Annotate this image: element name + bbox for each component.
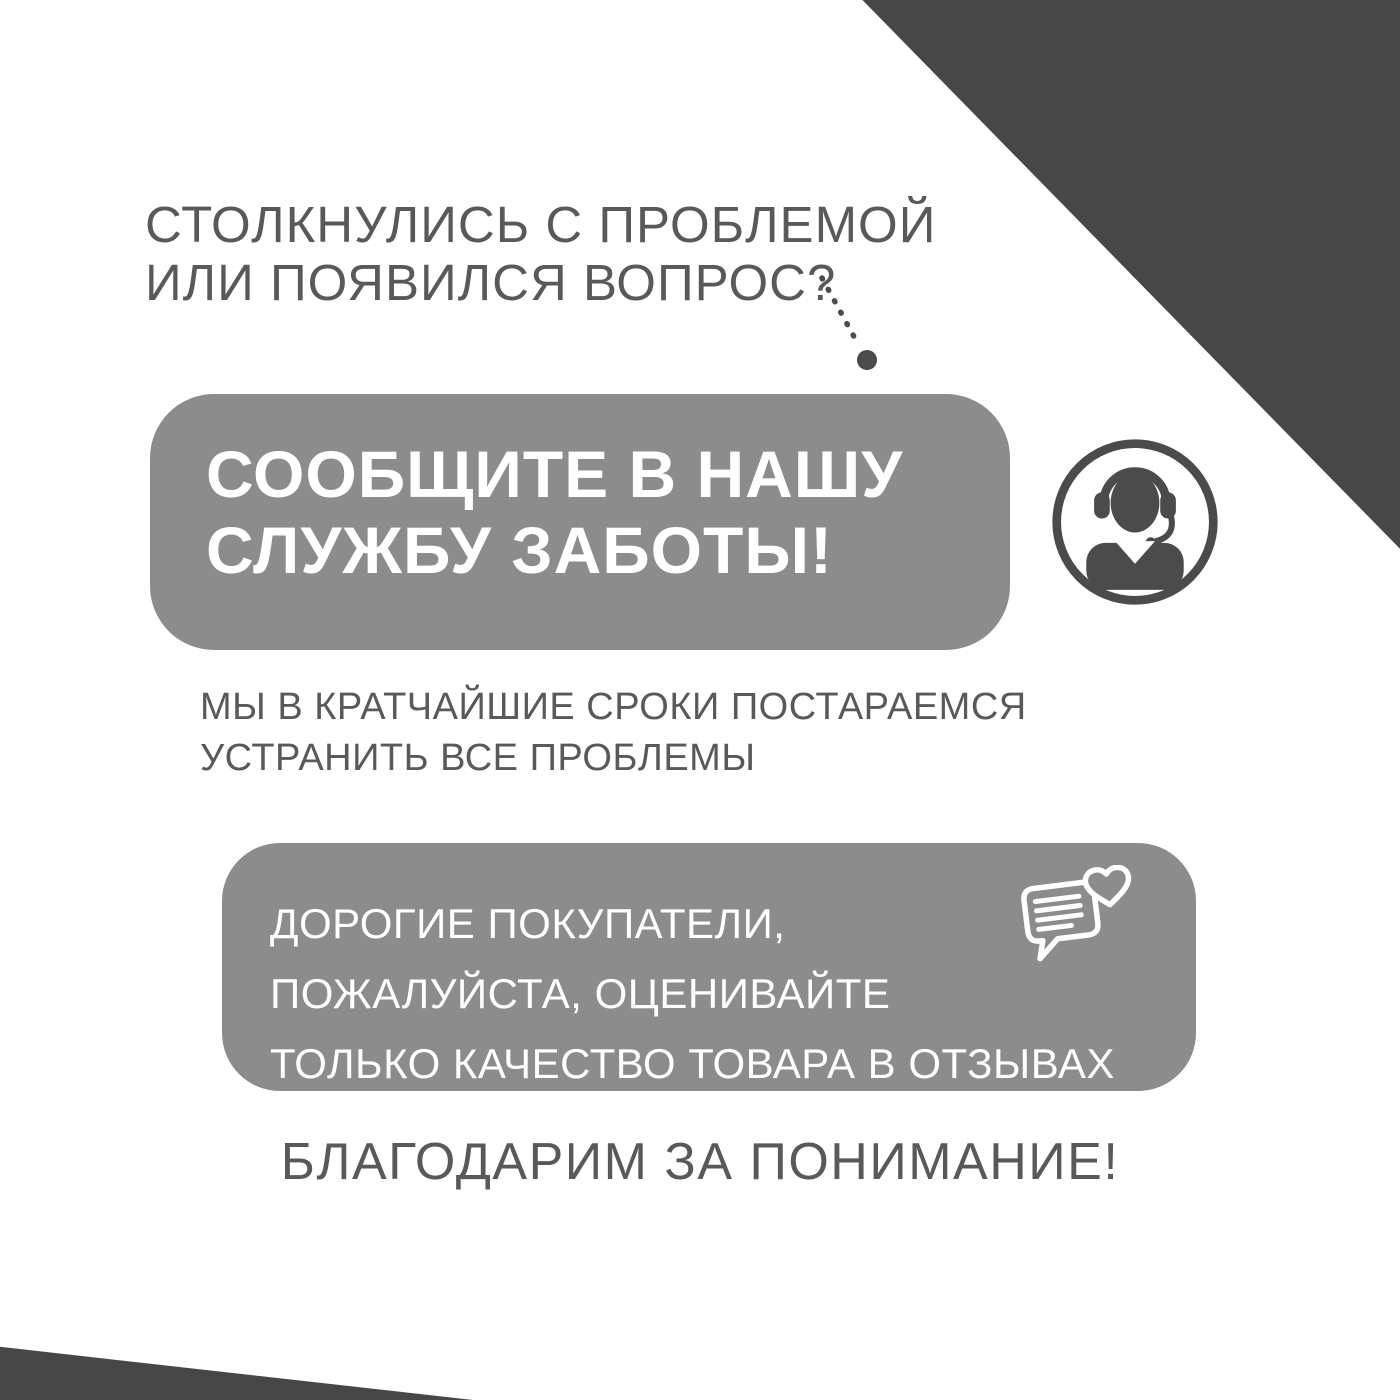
note-line-1: МЫ В КРАТЧАЙШИЕ СРОКИ ПОСТАРАЕМСЯ: [200, 686, 1027, 728]
footer-thanks: БЛАГОДАРИМ ЗА ПОНИМАНИЕ!: [280, 1133, 1120, 1191]
cta-text: [206, 436, 903, 588]
dotted-arrow-icon: [812, 268, 884, 376]
review-text: [270, 889, 1115, 1099]
chat-heart-icon: [1010, 865, 1140, 985]
review-bubble: [222, 843, 1196, 1091]
cta-line-1: СООБЩИТЕ В НАШУ: [206, 437, 904, 511]
cta-line-2: СЛУЖБУ ЗАБОТЫ!: [206, 513, 833, 587]
review-line-1: ДОРОГИЕ ПОКУПАТЕЛИ,: [270, 900, 786, 947]
review-line-2: ПОЖАЛУЙСТА, ОЦЕНИВАЙТЕ: [270, 970, 891, 1017]
support-headset-icon: [1048, 435, 1222, 609]
review-line-3: ТОЛЬКО КАЧЕСТВО ТОВАРА В ОТЗЫВАХ: [270, 1040, 1115, 1087]
cta-bubble: [150, 394, 1010, 650]
note-line-2: УСТРАНИТЬ ВСЕ ПРОБЛЕМЫ: [200, 737, 756, 779]
heading-line-1: СТОЛКНУЛИСЬ С ПРОБЛЕМОЙ: [145, 196, 937, 253]
heading-line-2: ИЛИ ПОЯВИЛСЯ ВОПРОС?: [145, 254, 837, 311]
note-text: [200, 682, 1027, 784]
